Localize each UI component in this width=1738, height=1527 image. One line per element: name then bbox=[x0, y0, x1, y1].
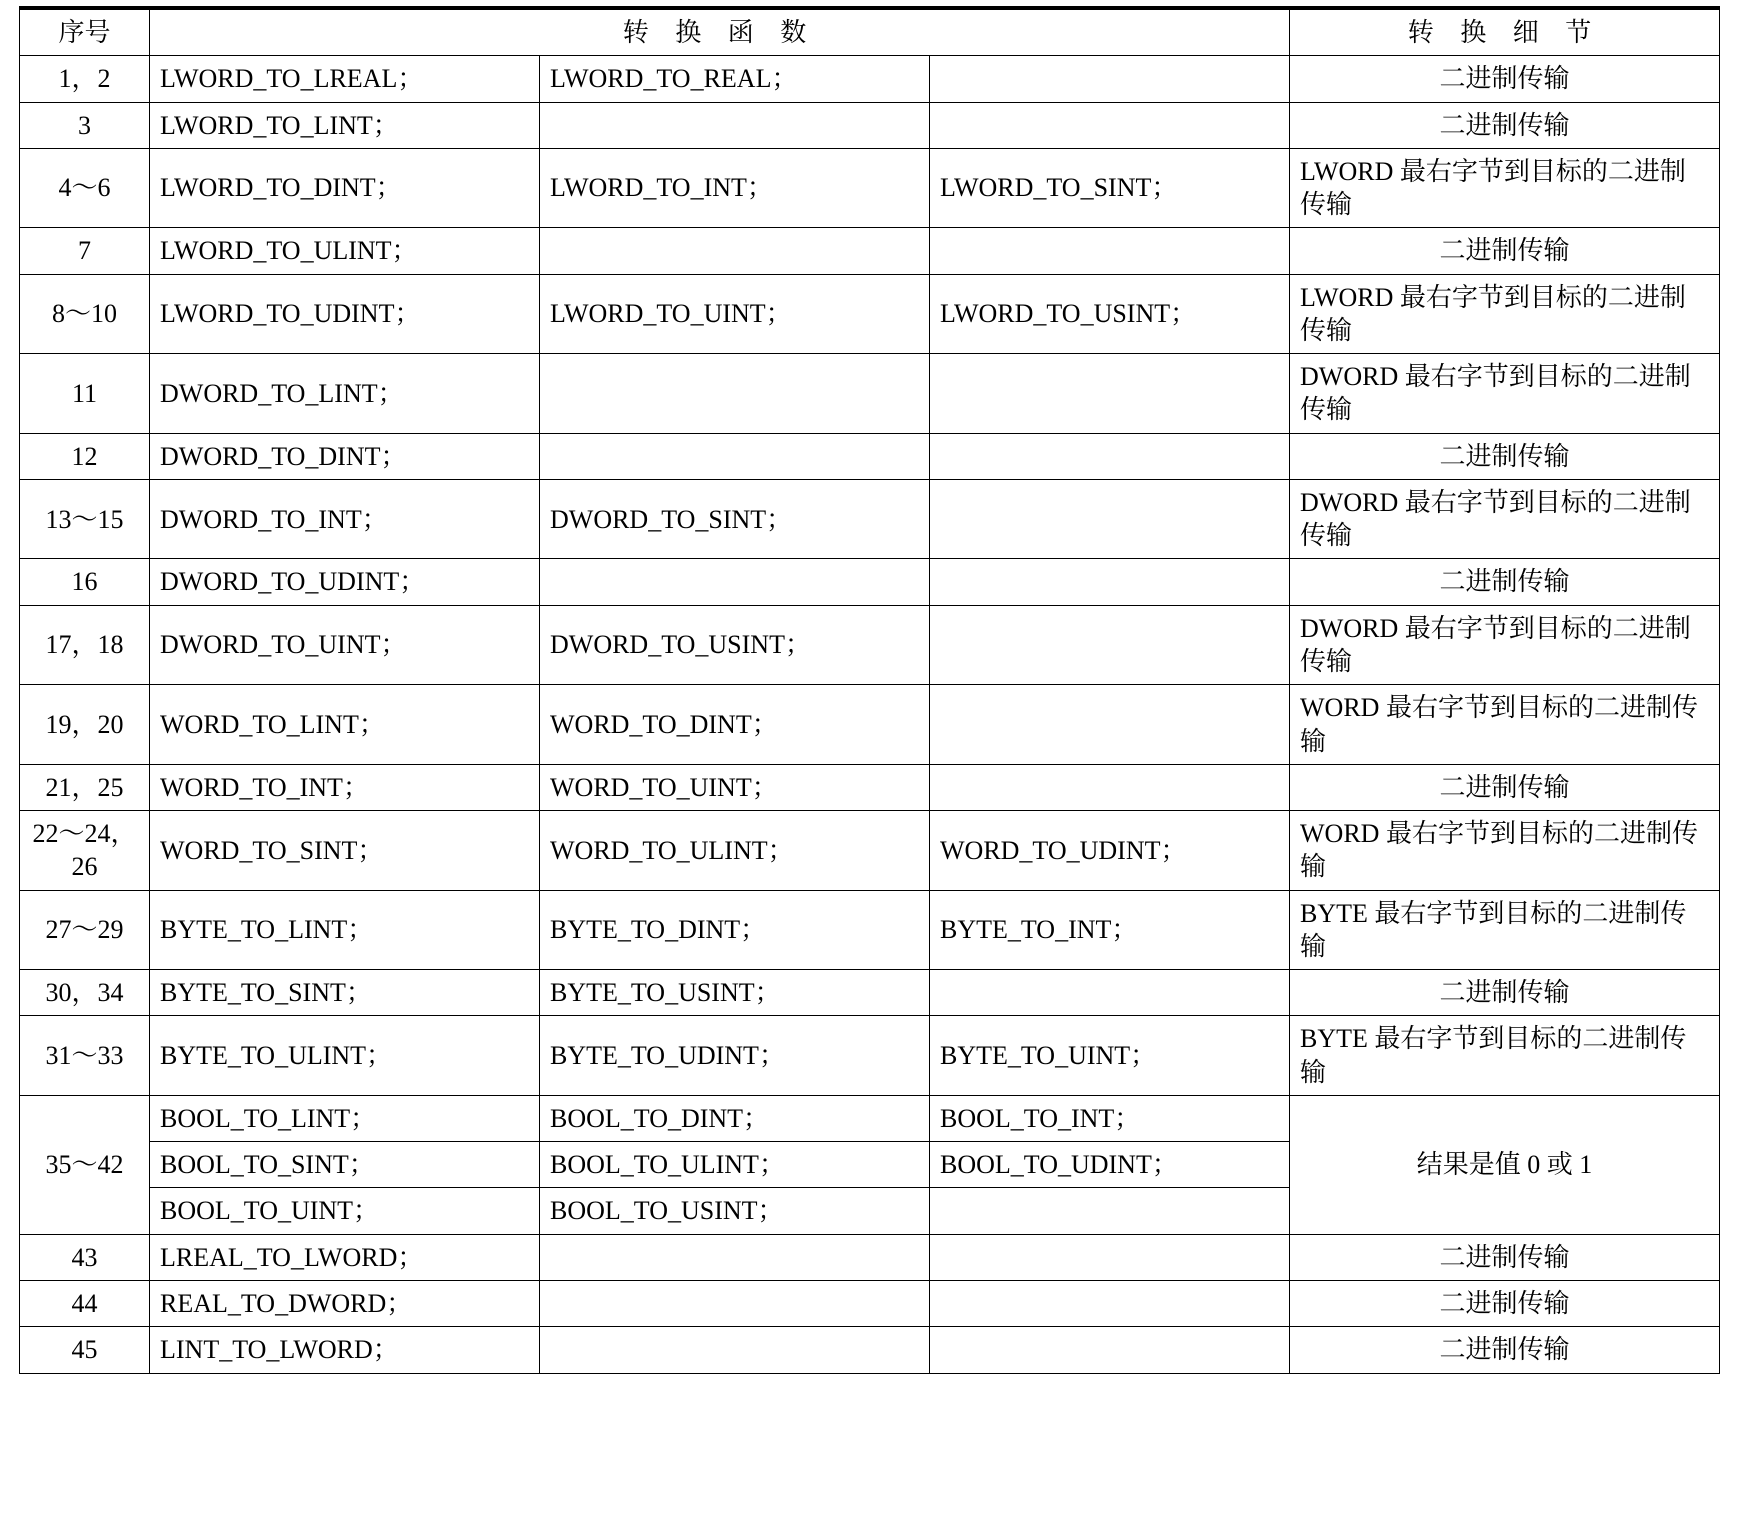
cell-function-1: BYTE_TO_ULINT； bbox=[150, 1016, 540, 1096]
cell-sequence-number: 13～15 bbox=[20, 479, 150, 559]
table-row bbox=[20, 354, 1720, 434]
cell-detail: LWORD 最右字节到目标的二进制传输 bbox=[1290, 274, 1720, 354]
cell-function-2: BOOL_TO_DINT； bbox=[540, 1095, 930, 1141]
cell-function-2: LWORD_TO_REAL； bbox=[540, 56, 930, 102]
cell-sequence-number: 11 bbox=[20, 354, 150, 434]
cell-function-1: LINT_TO_LWORD； bbox=[150, 1327, 540, 1373]
cell-function-2: BOOL_TO_ULINT； bbox=[540, 1142, 930, 1188]
cell-function-2: WORD_TO_ULINT； bbox=[540, 811, 930, 891]
cell-function-1: BOOL_TO_LINT； bbox=[150, 1095, 540, 1141]
cell-sequence-number: 44 bbox=[20, 1280, 150, 1326]
cell-sequence-number: 3 bbox=[20, 102, 150, 148]
cell-function-1: DWORD_TO_INT； bbox=[150, 479, 540, 559]
cell-function-3: BOOL_TO_UDINT； bbox=[930, 1142, 1290, 1188]
table-row bbox=[20, 102, 1720, 148]
cell-sequence-number: 43 bbox=[20, 1234, 150, 1280]
cell-function-3 bbox=[930, 102, 1290, 148]
header-no: 序号 bbox=[20, 8, 150, 56]
cell-function-1: LWORD_TO_LINT； bbox=[150, 102, 540, 148]
cell-function-3 bbox=[930, 605, 1290, 685]
cell-sequence-number: 31～33 bbox=[20, 1016, 150, 1096]
cell-function-1: WORD_TO_LINT； bbox=[150, 685, 540, 765]
cell-detail: BYTE 最右字节到目标的二进制传输 bbox=[1290, 1016, 1720, 1096]
table-row bbox=[20, 1234, 1720, 1280]
cell-function-2 bbox=[540, 433, 930, 479]
cell-function-1: BOOL_TO_SINT； bbox=[150, 1142, 540, 1188]
cell-detail: 二进制传输 bbox=[1290, 764, 1720, 810]
cell-sequence-number: 1，2 bbox=[20, 56, 150, 102]
cell-function-2 bbox=[540, 559, 930, 605]
cell-function-2: LWORD_TO_INT； bbox=[540, 148, 930, 228]
cell-function-1: DWORD_TO_DINT； bbox=[150, 433, 540, 479]
cell-sequence-number: 16 bbox=[20, 559, 150, 605]
cell-function-3 bbox=[930, 354, 1290, 434]
table-row bbox=[20, 56, 1720, 102]
cell-function-2 bbox=[540, 1327, 930, 1373]
cell-function-1: WORD_TO_INT； bbox=[150, 764, 540, 810]
cell-detail: 二进制传输 bbox=[1290, 970, 1720, 1016]
cell-function-3 bbox=[930, 433, 1290, 479]
table-row bbox=[20, 1280, 1720, 1326]
conversion-functions-table bbox=[19, 6, 1720, 1374]
cell-function-3 bbox=[930, 479, 1290, 559]
cell-function-3: BYTE_TO_INT； bbox=[930, 890, 1290, 970]
cell-sequence-number: 12 bbox=[20, 433, 150, 479]
cell-function-2: DWORD_TO_SINT； bbox=[540, 479, 930, 559]
cell-function-1: BOOL_TO_UINT； bbox=[150, 1188, 540, 1234]
cell-function-3 bbox=[930, 1234, 1290, 1280]
cell-function-2: WORD_TO_DINT； bbox=[540, 685, 930, 765]
cell-function-1: DWORD_TO_LINT； bbox=[150, 354, 540, 434]
cell-function-3 bbox=[930, 1327, 1290, 1373]
table-row bbox=[20, 228, 1720, 274]
cell-function-1: DWORD_TO_UDINT； bbox=[150, 559, 540, 605]
cell-function-2 bbox=[540, 1280, 930, 1326]
cell-function-2 bbox=[540, 354, 930, 434]
table-row bbox=[20, 764, 1720, 810]
cell-sequence-number: 19，20 bbox=[20, 685, 150, 765]
cell-detail: WORD 最右字节到目标的二进制传输 bbox=[1290, 685, 1720, 765]
cell-function-3 bbox=[930, 559, 1290, 605]
cell-function-2: LWORD_TO_UINT； bbox=[540, 274, 930, 354]
cell-detail: DWORD 最右字节到目标的二进制传输 bbox=[1290, 605, 1720, 685]
cell-function-1: WORD_TO_SINT； bbox=[150, 811, 540, 891]
cell-function-3: LWORD_TO_SINT； bbox=[930, 148, 1290, 228]
cell-sequence-number: 4～6 bbox=[20, 148, 150, 228]
cell-sequence-number: 30，34 bbox=[20, 970, 150, 1016]
cell-sequence-number: 35～42 bbox=[20, 1095, 150, 1234]
document-page bbox=[0, 6, 1738, 1374]
cell-function-3 bbox=[930, 685, 1290, 765]
table-row bbox=[20, 1016, 1720, 1096]
cell-detail: LWORD 最右字节到目标的二进制传输 bbox=[1290, 148, 1720, 228]
table-header bbox=[20, 8, 1720, 56]
table-row bbox=[20, 559, 1720, 605]
table-row bbox=[20, 148, 1720, 228]
cell-detail: DWORD 最右字节到目标的二进制传输 bbox=[1290, 479, 1720, 559]
table-row bbox=[20, 890, 1720, 970]
cell-function-1: LWORD_TO_DINT； bbox=[150, 148, 540, 228]
table-body bbox=[20, 56, 1720, 1373]
cell-function-3 bbox=[930, 1188, 1290, 1234]
cell-function-2: DWORD_TO_USINT； bbox=[540, 605, 930, 685]
cell-function-1: LREAL_TO_LWORD； bbox=[150, 1234, 540, 1280]
cell-function-1: DWORD_TO_UINT； bbox=[150, 605, 540, 685]
cell-function-2: BYTE_TO_DINT； bbox=[540, 890, 930, 970]
cell-sequence-number: 22～24，26 bbox=[20, 811, 150, 891]
cell-function-3 bbox=[930, 970, 1290, 1016]
cell-function-3: BOOL_TO_INT； bbox=[930, 1095, 1290, 1141]
cell-function-1: LWORD_TO_UDINT； bbox=[150, 274, 540, 354]
cell-detail: BYTE 最右字节到目标的二进制传输 bbox=[1290, 890, 1720, 970]
cell-sequence-number: 7 bbox=[20, 228, 150, 274]
cell-function-2: BYTE_TO_USINT； bbox=[540, 970, 930, 1016]
cell-detail: 二进制传输 bbox=[1290, 102, 1720, 148]
cell-function-1: BYTE_TO_LINT； bbox=[150, 890, 540, 970]
cell-detail: 二进制传输 bbox=[1290, 1327, 1720, 1373]
cell-function-2: BOOL_TO_USINT； bbox=[540, 1188, 930, 1234]
cell-function-3: BYTE_TO_UINT； bbox=[930, 1016, 1290, 1096]
cell-detail: 二进制传输 bbox=[1290, 1280, 1720, 1326]
cell-function-3 bbox=[930, 228, 1290, 274]
cell-function-3 bbox=[930, 1280, 1290, 1326]
table-row bbox=[20, 479, 1720, 559]
cell-detail: 二进制传输 bbox=[1290, 559, 1720, 605]
header-functions: 转 换 函 数 bbox=[150, 8, 1290, 56]
cell-function-2: WORD_TO_UINT； bbox=[540, 764, 930, 810]
cell-detail: WORD 最右字节到目标的二进制传输 bbox=[1290, 811, 1720, 891]
cell-sequence-number: 17，18 bbox=[20, 605, 150, 685]
table-row bbox=[20, 1095, 1720, 1141]
cell-function-3: WORD_TO_UDINT； bbox=[930, 811, 1290, 891]
cell-detail: 二进制传输 bbox=[1290, 1234, 1720, 1280]
cell-detail: 二进制传输 bbox=[1290, 228, 1720, 274]
cell-detail: DWORD 最右字节到目标的二进制传输 bbox=[1290, 354, 1720, 434]
cell-function-2 bbox=[540, 102, 930, 148]
cell-function-1: LWORD_TO_ULINT； bbox=[150, 228, 540, 274]
table-row bbox=[20, 685, 1720, 765]
table-row bbox=[20, 274, 1720, 354]
table-row bbox=[20, 605, 1720, 685]
cell-sequence-number: 45 bbox=[20, 1327, 150, 1373]
cell-function-3: LWORD_TO_USINT； bbox=[930, 274, 1290, 354]
cell-detail: 二进制传输 bbox=[1290, 433, 1720, 479]
table-row bbox=[20, 970, 1720, 1016]
cell-function-2 bbox=[540, 1234, 930, 1280]
cell-detail: 二进制传输 bbox=[1290, 56, 1720, 102]
cell-function-3 bbox=[930, 56, 1290, 102]
cell-function-1: REAL_TO_DWORD； bbox=[150, 1280, 540, 1326]
cell-function-1: LWORD_TO_LREAL； bbox=[150, 56, 540, 102]
header-details: 转 换 细 节 bbox=[1290, 8, 1720, 56]
cell-detail: 结果是值 0 或 1 bbox=[1290, 1095, 1720, 1234]
table-row bbox=[20, 811, 1720, 891]
cell-function-1: BYTE_TO_SINT； bbox=[150, 970, 540, 1016]
cell-function-3 bbox=[930, 764, 1290, 810]
cell-sequence-number: 21，25 bbox=[20, 764, 150, 810]
table-row bbox=[20, 1327, 1720, 1373]
table-header-row bbox=[20, 8, 1720, 56]
cell-function-2: BYTE_TO_UDINT； bbox=[540, 1016, 930, 1096]
cell-sequence-number: 8～10 bbox=[20, 274, 150, 354]
table-row bbox=[20, 433, 1720, 479]
cell-function-2 bbox=[540, 228, 930, 274]
cell-sequence-number: 27～29 bbox=[20, 890, 150, 970]
